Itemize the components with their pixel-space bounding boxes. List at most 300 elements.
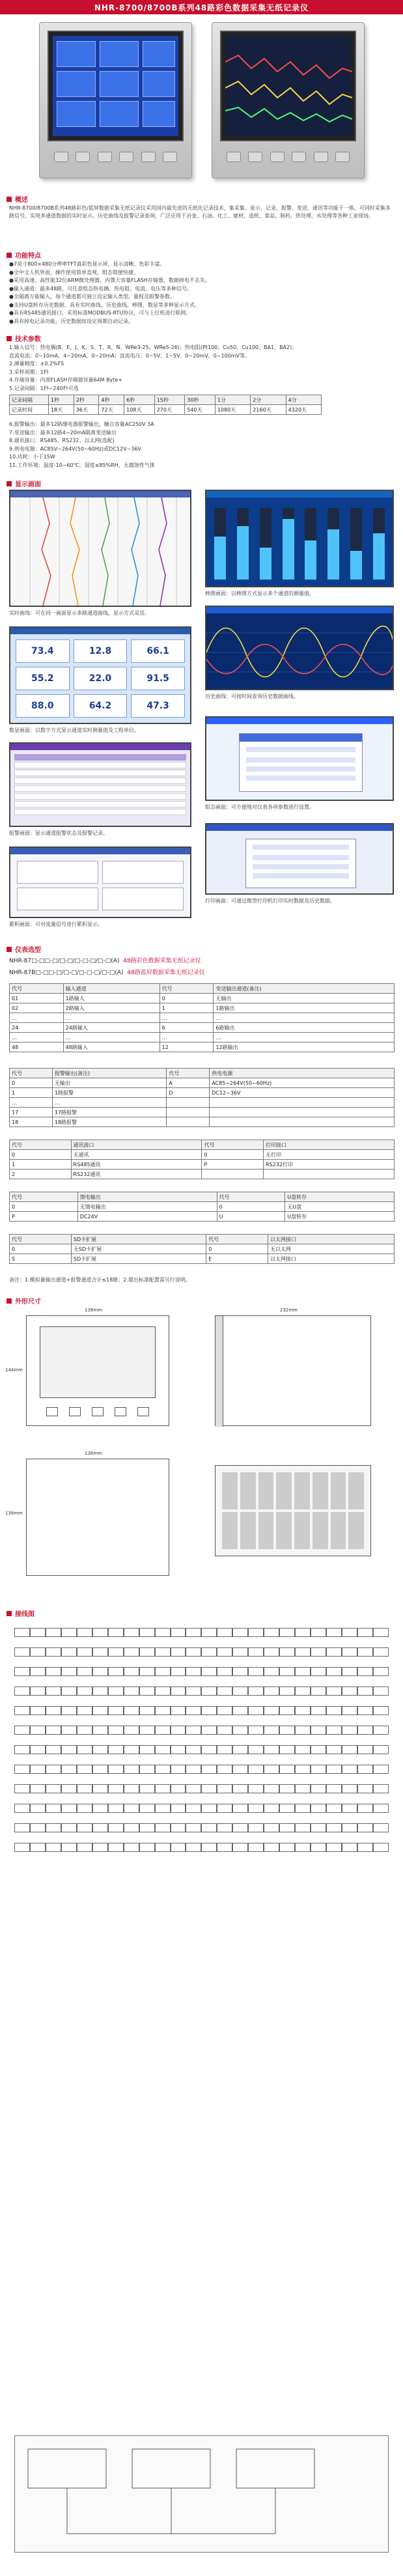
terminal-pin [232, 1765, 248, 1774]
terminal-pin [46, 1726, 61, 1735]
terminal-pin [186, 1784, 201, 1793]
terminal-pin [248, 1628, 264, 1637]
terminal-pin [171, 1804, 186, 1813]
terminal-pin [46, 1706, 61, 1715]
terminal-pin [77, 1706, 92, 1715]
terminal-pin [61, 1687, 77, 1696]
terminal-pin [295, 1647, 311, 1657]
terminal-pin [326, 1687, 342, 1696]
specs-list: 1.输入信号：热电偶(B、E、J、K、S、T、R、N、WRe3-25、WRe5-26)；热电阻(Pt100、Cu50、Cu100、BA1、BA2)； 直流电流：0~10mA、4~20mA、0~20mA；直流电压：0~5V、1~5V、0~20mV、0~100mV等。 2.测量精度：±0.2%FS 3.采样周期：1秒 4.存储容量：内部FLASH存储器容量64M Byte+ 5.记录间隔：1秒~240秒可选 [9, 344, 298, 391]
terminal-pin [46, 1628, 61, 1637]
terminal-pin [171, 1667, 186, 1676]
alarm-cell [210, 1098, 395, 1108]
terminal-pin [342, 1804, 357, 1813]
terminal-pin [61, 1843, 77, 1852]
terminal-pin [232, 1784, 248, 1793]
terminal-pin [311, 1823, 326, 1832]
terminal-pin [108, 1706, 124, 1715]
input-cell: 0 [160, 994, 214, 1003]
caption-accumulate: 累积画面：可对流量信号进行累积显示。 [9, 921, 103, 927]
terminal-pin [77, 1765, 92, 1774]
digital-value-tile: 22.0 [74, 667, 128, 690]
input-row [10, 1043, 395, 1052]
terminal-pin [14, 1706, 30, 1715]
input-cell: 02 [10, 1003, 64, 1013]
terminal-pin [264, 1647, 279, 1657]
terminal-pin [77, 1784, 92, 1793]
terminal-pin [248, 1726, 264, 1735]
alarm-cell: 1路报警 [52, 1088, 166, 1098]
terminal-pin [77, 1628, 92, 1637]
terminal-pin [217, 1745, 232, 1754]
terminal-pin [248, 1765, 264, 1774]
terminal-pin [155, 1687, 171, 1696]
comm-cell: 无打印 [264, 1150, 395, 1160]
record-head-cell: 1分 [215, 395, 250, 405]
alarm-cell: D [167, 1088, 210, 1098]
terminal-pin [14, 1687, 30, 1696]
terminal-pin [373, 1687, 389, 1696]
digital-value-tile: 91.5 [131, 667, 185, 690]
terminal-pin [264, 1843, 279, 1852]
ext-cell: 0 [206, 1244, 268, 1254]
power-head-cell: U盘转存 [285, 1192, 395, 1202]
terminal-pin [232, 1647, 248, 1657]
terminal-pin [30, 1647, 46, 1657]
terminal-pin [373, 1745, 389, 1754]
terminal-pin [171, 1823, 186, 1832]
terminal-pin [108, 1765, 124, 1774]
order-power-table [9, 1192, 395, 1222]
wiring-terminal-row [14, 1628, 389, 1637]
terminal-pin [124, 1667, 139, 1676]
comm-cell: RS232打印 [264, 1160, 395, 1169]
ext-cell: SD卡扩展 [71, 1254, 206, 1264]
section-wiring: 接线图 [7, 1608, 35, 1618]
input-cell: 48路输入 [63, 1043, 160, 1052]
record-cell: 1080天 [215, 405, 250, 415]
terminal-pin [92, 1667, 108, 1676]
terminal-pin [248, 1784, 264, 1793]
alarm-cell: DC12~36V [210, 1088, 395, 1098]
terminal-pin [264, 1706, 279, 1715]
terminal-pin [217, 1628, 232, 1637]
features-list: ●7英寸800×480分辨率TFT真彩色显示屏，显示清晰、色彩丰富。 ●全中文人机界面，操作使用简单直观，组态简便快捷。 ●采用高速、高性能32位ARM微处理器，内置大容量FLASH存储器，数据掉电不丢失。 ●输入通道：最多48路，可任意组态热电偶、热电阻、电流、电压等多种信号。 ●全隔离万能输入，每个通道都可独立设定输入类型、量程及报警参数。 ●支持U盘转存历史数据，具有实时曲线、历史曲线、棒图、数显等多种显示方式。 ●具有RS485通讯接口，采用标准MODBUS-RTU协议，可与上位机进行联网。 ●具有掉电记录功能，历史数据按设定周期自动记录。 [9, 261, 210, 324]
terminal-pin [92, 1804, 108, 1813]
terminal-pin [77, 1687, 92, 1696]
terminal-pin [92, 1745, 108, 1754]
terminal-pin [279, 1687, 295, 1696]
terminal-pin [124, 1784, 139, 1793]
terminal-pin [264, 1687, 279, 1696]
caption-config: 组态画面：可方便地对仪表各项参数进行设置。 [205, 804, 314, 810]
terminal-pin [155, 1765, 171, 1774]
terminal-pin [186, 1667, 201, 1676]
alarm-row [10, 1098, 395, 1108]
terminal-pin [186, 1843, 201, 1852]
terminal-pin [155, 1784, 171, 1793]
digital-value-tile: 55.2 [16, 667, 70, 690]
terminal-pin [77, 1667, 92, 1676]
terminal-pin [92, 1823, 108, 1832]
terminal-pin [14, 1765, 30, 1774]
input-cell: 24 [10, 1023, 64, 1033]
terminal-pin [77, 1823, 92, 1832]
ext-head-cell: 代号 [206, 1235, 268, 1244]
ext-cell: E [206, 1254, 268, 1264]
input-head-cell: 代号 [10, 984, 64, 994]
terminal-pin [139, 1706, 155, 1715]
terminal-pin [326, 1784, 342, 1793]
power-cell: P [10, 1212, 78, 1222]
power-row [10, 1202, 395, 1212]
input-cell: 48 [10, 1043, 64, 1052]
ext-head-cell: 代号 [10, 1235, 72, 1244]
terminal-pin [248, 1647, 264, 1657]
terminal-pin [108, 1726, 124, 1735]
terminal-pin [186, 1647, 201, 1657]
order-comm-table [9, 1140, 395, 1179]
terminal-pin [357, 1804, 373, 1813]
terminal-pin [14, 1667, 30, 1676]
terminal-pin [30, 1687, 46, 1696]
terminal-pin [108, 1784, 124, 1793]
terminal-pin [171, 1726, 186, 1735]
input-cell: 12 [160, 1043, 214, 1052]
terminal-pin [217, 1726, 232, 1735]
terminal-pin [30, 1843, 46, 1852]
record-head-cell: 2分 [251, 395, 286, 405]
input-cell: 6 [160, 1023, 214, 1033]
terminal-pin [46, 1823, 61, 1832]
comm-head-cell: 代号 [202, 1140, 264, 1150]
terminal-pin [295, 1843, 311, 1852]
terminal-pin [155, 1667, 171, 1676]
terminal-pin [92, 1843, 108, 1852]
dim-cut-height: 138mm [5, 1511, 23, 1516]
terminal-pin [124, 1765, 139, 1774]
terminal-pin [373, 1647, 389, 1657]
terminal-pin [295, 1823, 311, 1832]
terminal-pin [326, 1765, 342, 1774]
ext-cell: 以太网接口 [268, 1254, 395, 1264]
device-photo-color [39, 22, 192, 178]
terminal-pin [248, 1667, 264, 1676]
terminal-pin [217, 1667, 232, 1676]
terminal-pin [186, 1745, 201, 1754]
power-head-cell: 代号 [10, 1192, 78, 1202]
power-cell: U盘转存 [285, 1212, 395, 1222]
terminal-pin [201, 1843, 217, 1852]
record-cell: 记录时间 [10, 405, 49, 415]
terminal-pin [30, 1667, 46, 1676]
terminal-pin [201, 1804, 217, 1813]
terminal-pin [77, 1726, 92, 1735]
terminal-pin [186, 1628, 201, 1637]
title-banner [0, 0, 403, 14]
record-head-cell: 6秒 [124, 395, 155, 405]
alarm-row [10, 1108, 395, 1117]
terminal-pin [326, 1628, 342, 1637]
terminal-pin [139, 1745, 155, 1754]
terminal-pin [14, 1745, 30, 1754]
terminal-pin [357, 1843, 373, 1852]
wiring-terminal-row [14, 1687, 389, 1696]
terminal-pin [139, 1687, 155, 1696]
terminal-pin [342, 1726, 357, 1735]
terminal-pin [201, 1647, 217, 1657]
terminal-pin [155, 1804, 171, 1813]
comm-cell: 无通讯 [71, 1150, 202, 1160]
ext-row [10, 1254, 395, 1264]
terminal-pin [201, 1687, 217, 1696]
terminal-pin [124, 1647, 139, 1657]
alarm-head-cell: 代号 [10, 1069, 53, 1078]
terminal-pin [61, 1765, 77, 1774]
terminal-pin [61, 1667, 77, 1676]
alarm-cell [167, 1117, 210, 1127]
terminal-pin [108, 1667, 124, 1676]
terminal-pin [279, 1843, 295, 1852]
ext-row [10, 1244, 395, 1254]
caption-digital: 数显画面：以数字方式显示通道实时测量值及工程单位。 [9, 727, 139, 733]
terminal-pin [342, 1667, 357, 1676]
wiring-terminal-row [14, 1784, 389, 1793]
ext-cell: 无以太网 [268, 1244, 395, 1254]
record-cell: 2160天 [251, 405, 286, 415]
screen-print [205, 823, 394, 895]
page-title: NHR-8700/8700B系列48路彩色数据采集无纸记录仪 [94, 3, 309, 12]
terminal-pin [186, 1687, 201, 1696]
record-head-cell: 30秒 [185, 395, 215, 405]
record-cell: 108天 [124, 405, 155, 415]
comm-cell: P [202, 1160, 264, 1169]
alarm-head-cell: 代号 [167, 1069, 210, 1078]
record-cell: 540天 [185, 405, 215, 415]
terminal-pin [46, 1843, 61, 1852]
terminal-pin [311, 1687, 326, 1696]
terminal-pin [201, 1667, 217, 1676]
terminal-pin [30, 1784, 46, 1793]
terminal-pin [264, 1804, 279, 1813]
terminal-pin [155, 1745, 171, 1754]
terminal-pin [139, 1765, 155, 1774]
section-order: 仪表选型 [7, 944, 41, 954]
alarm-row [10, 1088, 395, 1098]
terminal-pin [342, 1784, 357, 1793]
terminal-pin [279, 1784, 295, 1793]
terminal-pin [124, 1823, 139, 1832]
terminal-pin [217, 1804, 232, 1813]
terminal-pin [30, 1765, 46, 1774]
terminal-pin [139, 1628, 155, 1637]
terminal-pin [357, 1726, 373, 1735]
terminal-pin [217, 1765, 232, 1774]
section-specs: 技术参数 [7, 333, 41, 343]
terminal-pin [342, 1687, 357, 1696]
terminal-pin [326, 1647, 342, 1657]
dim-front-view [26, 1315, 169, 1426]
power-cell: 0 [10, 1202, 78, 1212]
terminal-pin [61, 1823, 77, 1832]
wiring-terminal-row [14, 1745, 389, 1754]
terminal-pin [295, 1628, 311, 1637]
power-head-cell: 馈电输出 [77, 1192, 217, 1202]
record-time-table [9, 395, 322, 415]
wiring-terminal-row [14, 1823, 389, 1832]
terminal-pin [139, 1784, 155, 1793]
terminal-pin [46, 1647, 61, 1657]
record-head-cell: 4秒 [99, 395, 124, 405]
alarm-cell: … [52, 1098, 166, 1108]
terminal-pin [326, 1823, 342, 1832]
terminal-pin [373, 1628, 389, 1637]
terminal-pin [171, 1628, 186, 1637]
terminal-pin [92, 1647, 108, 1657]
terminal-pin [171, 1745, 186, 1754]
terminal-pin [217, 1647, 232, 1657]
alarm-cell [210, 1108, 395, 1117]
terminal-pin [357, 1784, 373, 1793]
terminal-pin [77, 1745, 92, 1754]
terminal-pin [61, 1706, 77, 1715]
terminal-pin [279, 1765, 295, 1774]
terminal-pin [201, 1706, 217, 1715]
terminal-pin [217, 1823, 232, 1832]
power-cell: U [217, 1212, 285, 1222]
device-photo-blue [212, 22, 365, 178]
terminal-pin [201, 1784, 217, 1793]
terminal-pin [14, 1628, 30, 1637]
wiring-terminal-row [14, 1726, 389, 1735]
device-screen-color [53, 36, 178, 136]
record-cell: 72天 [99, 405, 124, 415]
terminal-pin [232, 1823, 248, 1832]
terminal-pin [311, 1843, 326, 1852]
terminal-pin [14, 1843, 30, 1852]
alarm-cell [210, 1117, 395, 1127]
terminal-pin [326, 1804, 342, 1813]
terminal-pin [201, 1823, 217, 1832]
terminal-pin [14, 1726, 30, 1735]
terminal-pin [201, 1765, 217, 1774]
overview-text: NHR-8700/8700B系列48路彩色/蓝屏数据采集无纸记录仪采用国内最先进的无纸化记录技术，集采集、显示、记录、报警、变送、通讯等功能于一体，可同时采集多路信号，实现多通道数据的实时显示、历史曲线及报警记录查询，广泛应用于冶金、石油、化工、建材、造纸、食品、制药、热处理、水处理等各种工业现场。 [9, 205, 391, 219]
terminal-pin [108, 1628, 124, 1637]
terminal-pin [139, 1726, 155, 1735]
input-cell: … [10, 1013, 64, 1023]
terminal-pin [357, 1765, 373, 1774]
terminal-pin [232, 1628, 248, 1637]
terminal-pin [357, 1647, 373, 1657]
terminal-pin [311, 1784, 326, 1793]
terminal-pin [155, 1628, 171, 1637]
digital-value-tile: 12.8 [74, 639, 128, 663]
terminal-pin [279, 1804, 295, 1813]
terminal-pin [279, 1745, 295, 1754]
terminal-pin [124, 1687, 139, 1696]
input-row [10, 1033, 395, 1043]
input-cell: 6路输出 [214, 1023, 395, 1033]
terminal-pin [342, 1647, 357, 1657]
terminal-pin [108, 1687, 124, 1696]
alarm-cell: 18路报警 [52, 1117, 166, 1127]
terminal-pin [311, 1745, 326, 1754]
terminal-pin [186, 1765, 201, 1774]
terminal-pin [171, 1843, 186, 1852]
terminal-pin [171, 1687, 186, 1696]
caption-bar: 棒图画面：以棒图方式显示多个通道的测量值。 [205, 591, 314, 596]
alarm-cell: AC85~264V(50~60Hz) [210, 1078, 395, 1088]
ext-cell: 无SD卡扩展 [71, 1244, 206, 1254]
terminal-pin [139, 1667, 155, 1676]
comm-cell: 2 [10, 1169, 72, 1179]
terminal-pin [295, 1745, 311, 1754]
terminal-pin [232, 1804, 248, 1813]
input-cell: 01 [10, 994, 64, 1003]
terminal-pin [155, 1726, 171, 1735]
terminal-pin [342, 1765, 357, 1774]
record-cell: 36天 [74, 405, 99, 415]
terminal-pin [108, 1745, 124, 1754]
comm-head-cell: 代号 [10, 1140, 72, 1150]
wiring-panel-diagram [14, 2435, 389, 2553]
terminal-pin [124, 1804, 139, 1813]
terminal-pin [155, 1843, 171, 1852]
order-alarm-table [9, 1068, 395, 1127]
dim-rear-view [215, 1465, 371, 1556]
terminal-pin [373, 1667, 389, 1676]
terminal-pin [155, 1706, 171, 1715]
terminal-pin [124, 1745, 139, 1754]
specs-more: 6.报警输出：最多12路继电器报警输出，触点容量AC250V 3A 7.变送输出：最多12路4~20mA隔离变送输出 8.通讯接口：RS485、RS232、以太网(选配) 9.供电电源：AC85V~264V(50~60Hz)或DC12V~36V 10.功耗：小于15W 11.工作环境：温度-10~60℃，湿度≤85%RH，无腐蚀性气体 [9, 421, 155, 468]
alarm-head-cell: 报警输出(备注) [52, 1069, 166, 1078]
dim-front-height: 144mm [5, 1367, 23, 1373]
terminal-pin [295, 1765, 311, 1774]
terminal-pin [61, 1784, 77, 1793]
terminal-pin [201, 1628, 217, 1637]
input-cell: … [214, 1013, 395, 1023]
input-head-cell: 代号 [160, 984, 214, 994]
screen-history-curve [205, 606, 394, 690]
screen-digital [9, 626, 191, 724]
input-cell: … [160, 1013, 214, 1023]
alarm-cell: 1 [10, 1088, 53, 1098]
input-cell: … [160, 1033, 214, 1043]
alarm-cell: … [10, 1098, 53, 1108]
terminal-pin [311, 1765, 326, 1774]
terminal-pin [295, 1667, 311, 1676]
power-cell: 0 [217, 1202, 285, 1212]
order-ext-table [9, 1234, 395, 1264]
digital-value-tile: 88.0 [16, 694, 70, 718]
wiring-terminal-row [14, 1765, 389, 1774]
terminal-pin [61, 1647, 77, 1657]
terminal-pin [232, 1843, 248, 1852]
dim-side-view [215, 1315, 371, 1426]
power-row [10, 1212, 395, 1222]
alarm-head-cell: 供电电源 [210, 1069, 395, 1078]
terminal-pin [124, 1843, 139, 1852]
terminal-pin [326, 1726, 342, 1735]
terminal-pin [217, 1843, 232, 1852]
terminal-pin [248, 1745, 264, 1754]
comm-cell: 0 [202, 1150, 264, 1160]
terminal-pin [357, 1667, 373, 1676]
terminal-pin [108, 1823, 124, 1832]
terminal-pin [46, 1765, 61, 1774]
ext-head-cell: SD卡扩展 [71, 1235, 206, 1244]
caption-alarm: 报警画面：显示通道报警状态及报警记录。 [9, 830, 108, 836]
